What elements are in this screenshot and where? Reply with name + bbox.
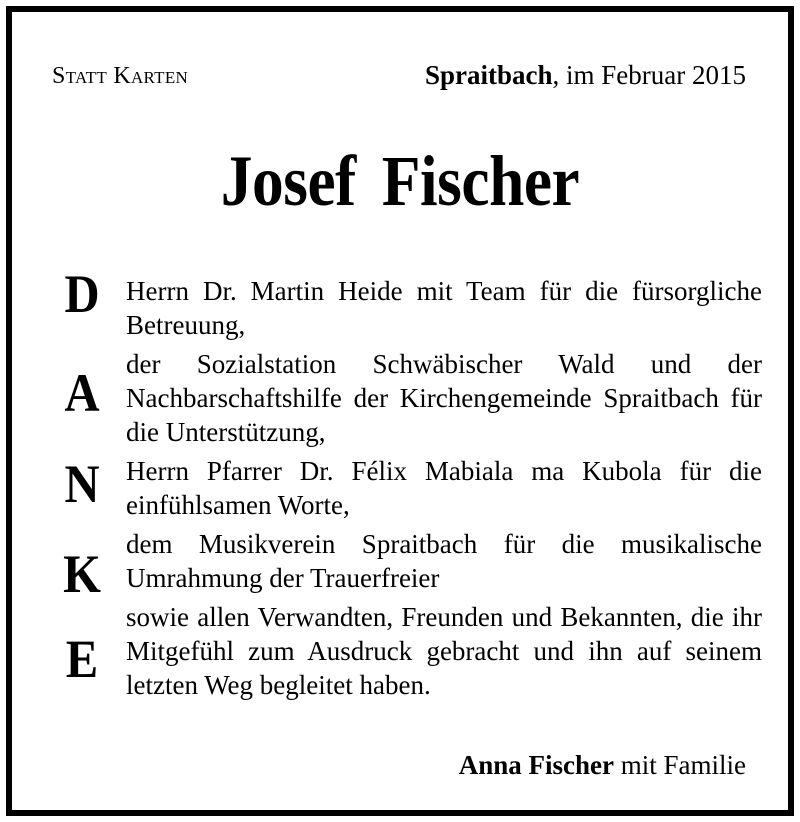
danke-letter-n: N [64,454,100,514]
place-name: Spraitbach [424,60,553,90]
signature-line [459,750,746,781]
danke-letter-a: A [64,363,100,423]
danke-letter-d: D [64,264,100,324]
date-text: , im Februar 2015 [552,60,746,90]
thanks-paragraph-sozialstation: der Sozialstation Schwäbischer Wald und der Nachbarschaftshilfe der Kirchengemeinde Spraitbach für die Unterstützung, [126,349,762,447]
signature-suffix: mit Familie [614,750,746,780]
statt-karten-label: Statt Karten [52,63,189,89]
signature-name: Anna Fischer [458,750,614,780]
thanks-paragraph-musikverein: dem Musikverein Spraitbach für die musikalische Umrahmung der Trauerfreier [126,529,762,593]
thanks-paragraph-doctor: Herrn Dr. Martin Heide mit Team für die fürsorgliche Betreuung, [126,276,762,340]
thanks-paragraph-pfarrer: Herrn Pfarrer Dr. Félix Mabiala ma Kubola für die einfühlsamen Worte, [126,456,762,520]
deceased-name: Josef Fischer [220,141,580,221]
thanks-text [126,274,762,707]
obituary-card [6,6,794,816]
thanks-paragraph-verwandte: sowie allen Verwandten, Freunden und Bekannten, die ihr Mitgefühl zum Ausdruck gebracht und ihn auf seinem letzten Weg begleitet haben. [126,602,762,700]
danke-letter-k: K [63,544,101,604]
place-date-line [425,60,746,91]
danke-letter-e: E [65,629,99,689]
